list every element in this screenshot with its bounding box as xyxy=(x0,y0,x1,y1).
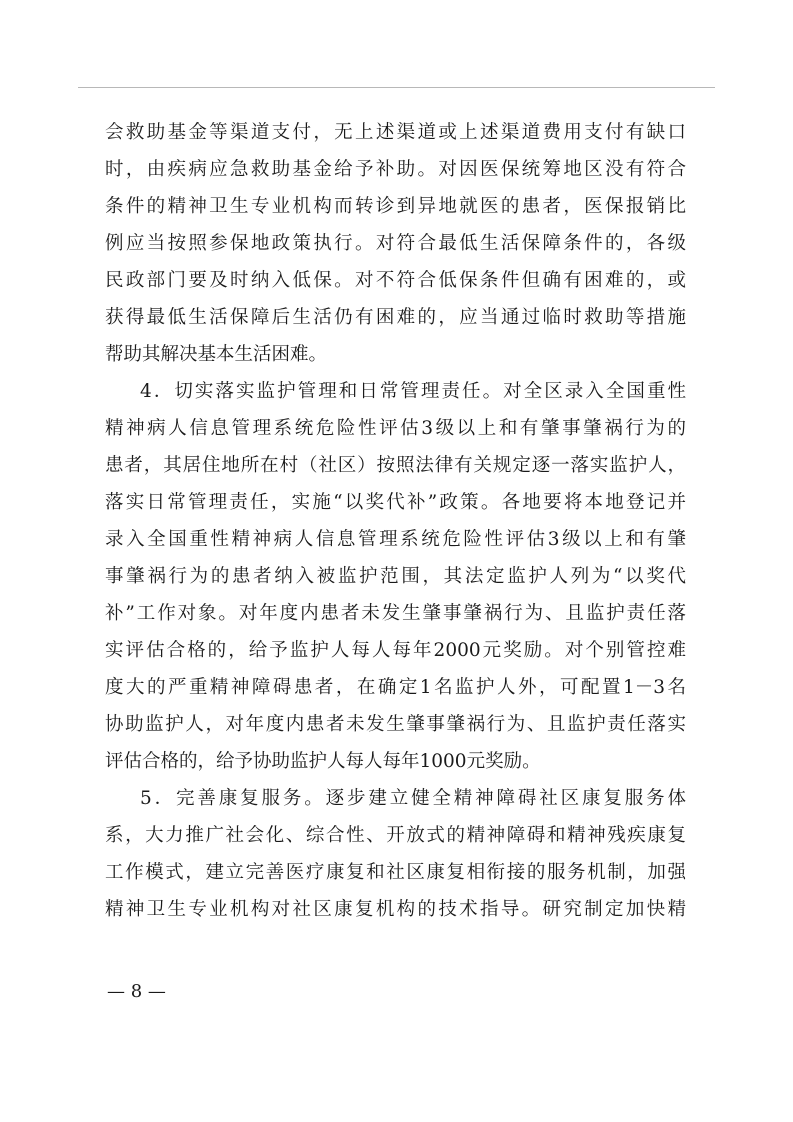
body-line: 时，由疾病应急救助基金给予补助。对因医保统筹地区没有符合 xyxy=(105,159,686,180)
body-line: 事肇祸行为的患者纳入被监护范围，其法定监护人列为“以奖代 xyxy=(105,566,686,587)
body-line: 落实日常管理责任，实施“以奖代补”政策。各地要将本地登记并 xyxy=(105,492,686,513)
body-line: 会救助基金等渠道支付，无上述渠道或上述渠道费用支付有缺口 xyxy=(105,122,686,143)
body-line: 患者，其居住地所在村（社区）按照法律有关规定逐一落实监护人， xyxy=(105,455,686,476)
body-line: 精神卫生专业机构对社区康复机构的技术指导。研究制定加快精 xyxy=(105,899,686,920)
body-line: 补”工作对象。对年度内患者未发生肇事肇祸行为、且监护责任落 xyxy=(105,603,686,624)
body-line: 评估合格的，给予协助监护人每人每年1000元奖励。 xyxy=(105,751,541,772)
header-rule xyxy=(78,87,715,88)
section-4-heading-line: 4．切实落实监护管理和日常管理责任。对全区录入全国重性 xyxy=(140,381,686,402)
body-line: 例应当按照参保地政策执行。对符合最低生活保障条件的，各级 xyxy=(105,233,686,254)
body-line: 系，大力推广社会化、综合性、开放式的精神障碍和精神残疾康复 xyxy=(105,825,686,846)
body-line: 实评估合格的，给予监护人每人每年2000元奖励。对个别管控难 xyxy=(105,640,686,661)
section-5-heading-line: 5．完善康复服务。逐步建立健全精神障碍社区康复服务体 xyxy=(140,788,686,809)
page-number: — 8 — xyxy=(107,981,166,1002)
body-line: 工作模式，建立完善医疗康复和社区康复相衔接的服务机制，加强 xyxy=(105,862,686,883)
body-line: 录入全国重性精神病人信息管理系统危险性评估3级以上和有肇 xyxy=(105,529,686,550)
body-line: 精神病人信息管理系统危险性评估3级以上和有肇事肇祸行为的 xyxy=(105,418,686,439)
body-line: 民政部门要及时纳入低保。对不符合低保条件但确有困难的，或 xyxy=(105,270,686,291)
body-line: 获得最低生活保障后生活仍有困难的，应当通过临时救助等措施 xyxy=(105,307,686,328)
body-line: 条件的精神卫生专业机构而转诊到异地就医的患者，医保报销比 xyxy=(105,196,686,217)
body-line: 协助监护人，对年度内患者未发生肇事肇祸行为、且监护责任落实 xyxy=(105,714,686,735)
body-line: 帮助其解决基本生活困难。 xyxy=(105,344,328,365)
body-line: 度大的严重精神障碍患者，在确定1名监护人外，可配置1－3名 xyxy=(105,677,686,698)
